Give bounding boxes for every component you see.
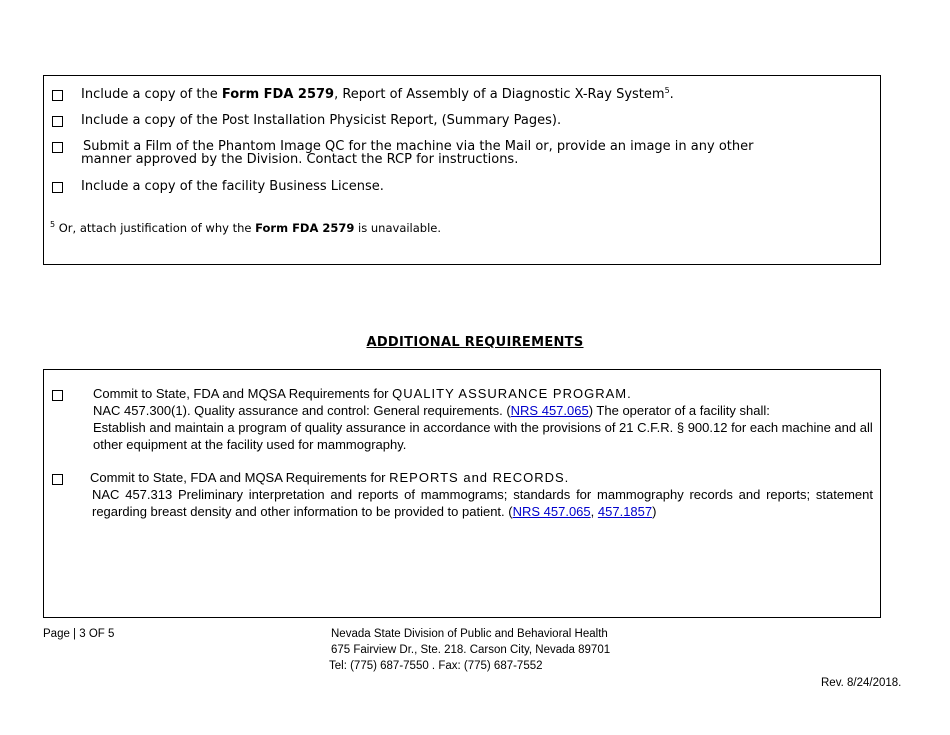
checkbox-form-fda-2579[interactable] [52, 90, 63, 101]
footer-phone: Tel: (775) 687-7550 . Fax: (775) 687-7552 [329, 660, 543, 672]
additional-requirements-heading: ADDITIONAL REQUIREMENTS [366, 335, 584, 350]
reports-body: NAC 457.313 Preliminary interpretation and reports of mammograms; standards for mammography records and reports; statement regarding breast density and other information to be provided to patient. (NRS 457.065, 457.1857) [92, 487, 873, 519]
page-number: Page | 3 OF 5 [43, 628, 115, 640]
qa-body: Establish and maintain a program of quality assurance in accordance with the provisions of 21 C.F.R. § 900.12 for each machine and all other equipment at the facility used for mammography. [93, 420, 873, 452]
qa-nrs-link[interactable]: NRS 457.065 [510, 403, 589, 418]
checkbox-phantom-image[interactable] [52, 142, 63, 153]
revision-date: Rev. 8/24/2018. [821, 677, 902, 689]
qa-nac: NAC 457.300(1). Quality assurance and control: General requirements. (NRS 457.065) The operator of a facility shall: [93, 403, 770, 418]
qa-title: Commit to State, FDA and MQSA Requirements for QUALITY ASSURANCE PROGRAM. [93, 386, 632, 401]
footnote: $^5$ Or, attach justification of why the Form FDA 2579 is unavailable. [50, 220, 442, 235]
item-form-fda-2579: Include a copy of the Form FDA 2579, Report of Assembly of a Diagnostic X-Ray System$^5$. [81, 86, 674, 102]
footer-org: Nevada State Division of Public and Behavioral Health [331, 628, 608, 640]
checkbox-physicist-report[interactable] [52, 116, 63, 127]
item-physicist-report: Include a copy of the Post Installation Physicist Report, (Summary Pages). [81, 113, 562, 128]
reports-nrs-link-1[interactable]: NRS 457.065 [512, 503, 591, 519]
checkbox-business-license[interactable] [52, 182, 63, 193]
item-phantom-image-line1: Submit a Film of the Phantom Image QC for the machine via the Mail or, provide an image in any other [83, 139, 754, 154]
item-phantom-image-line2: manner approved by the Division. Contact the RCP for instructions. [81, 152, 519, 167]
checklist-box [43, 75, 881, 265]
reports-nrs-link-2[interactable]: 457.1857 [597, 503, 653, 519]
reports-title: Commit to State, FDA and MQSA Requirements for REPORTS and RECORDS. [90, 470, 570, 485]
checkbox-reports-records[interactable] [52, 474, 63, 485]
item-business-license: Include a copy of the facility Business License. [81, 179, 384, 194]
checkbox-quality-assurance[interactable] [52, 390, 63, 401]
footer-address: 675 Fairview Dr., Ste. 218. Carson City, Nevada 89701 [331, 644, 611, 656]
